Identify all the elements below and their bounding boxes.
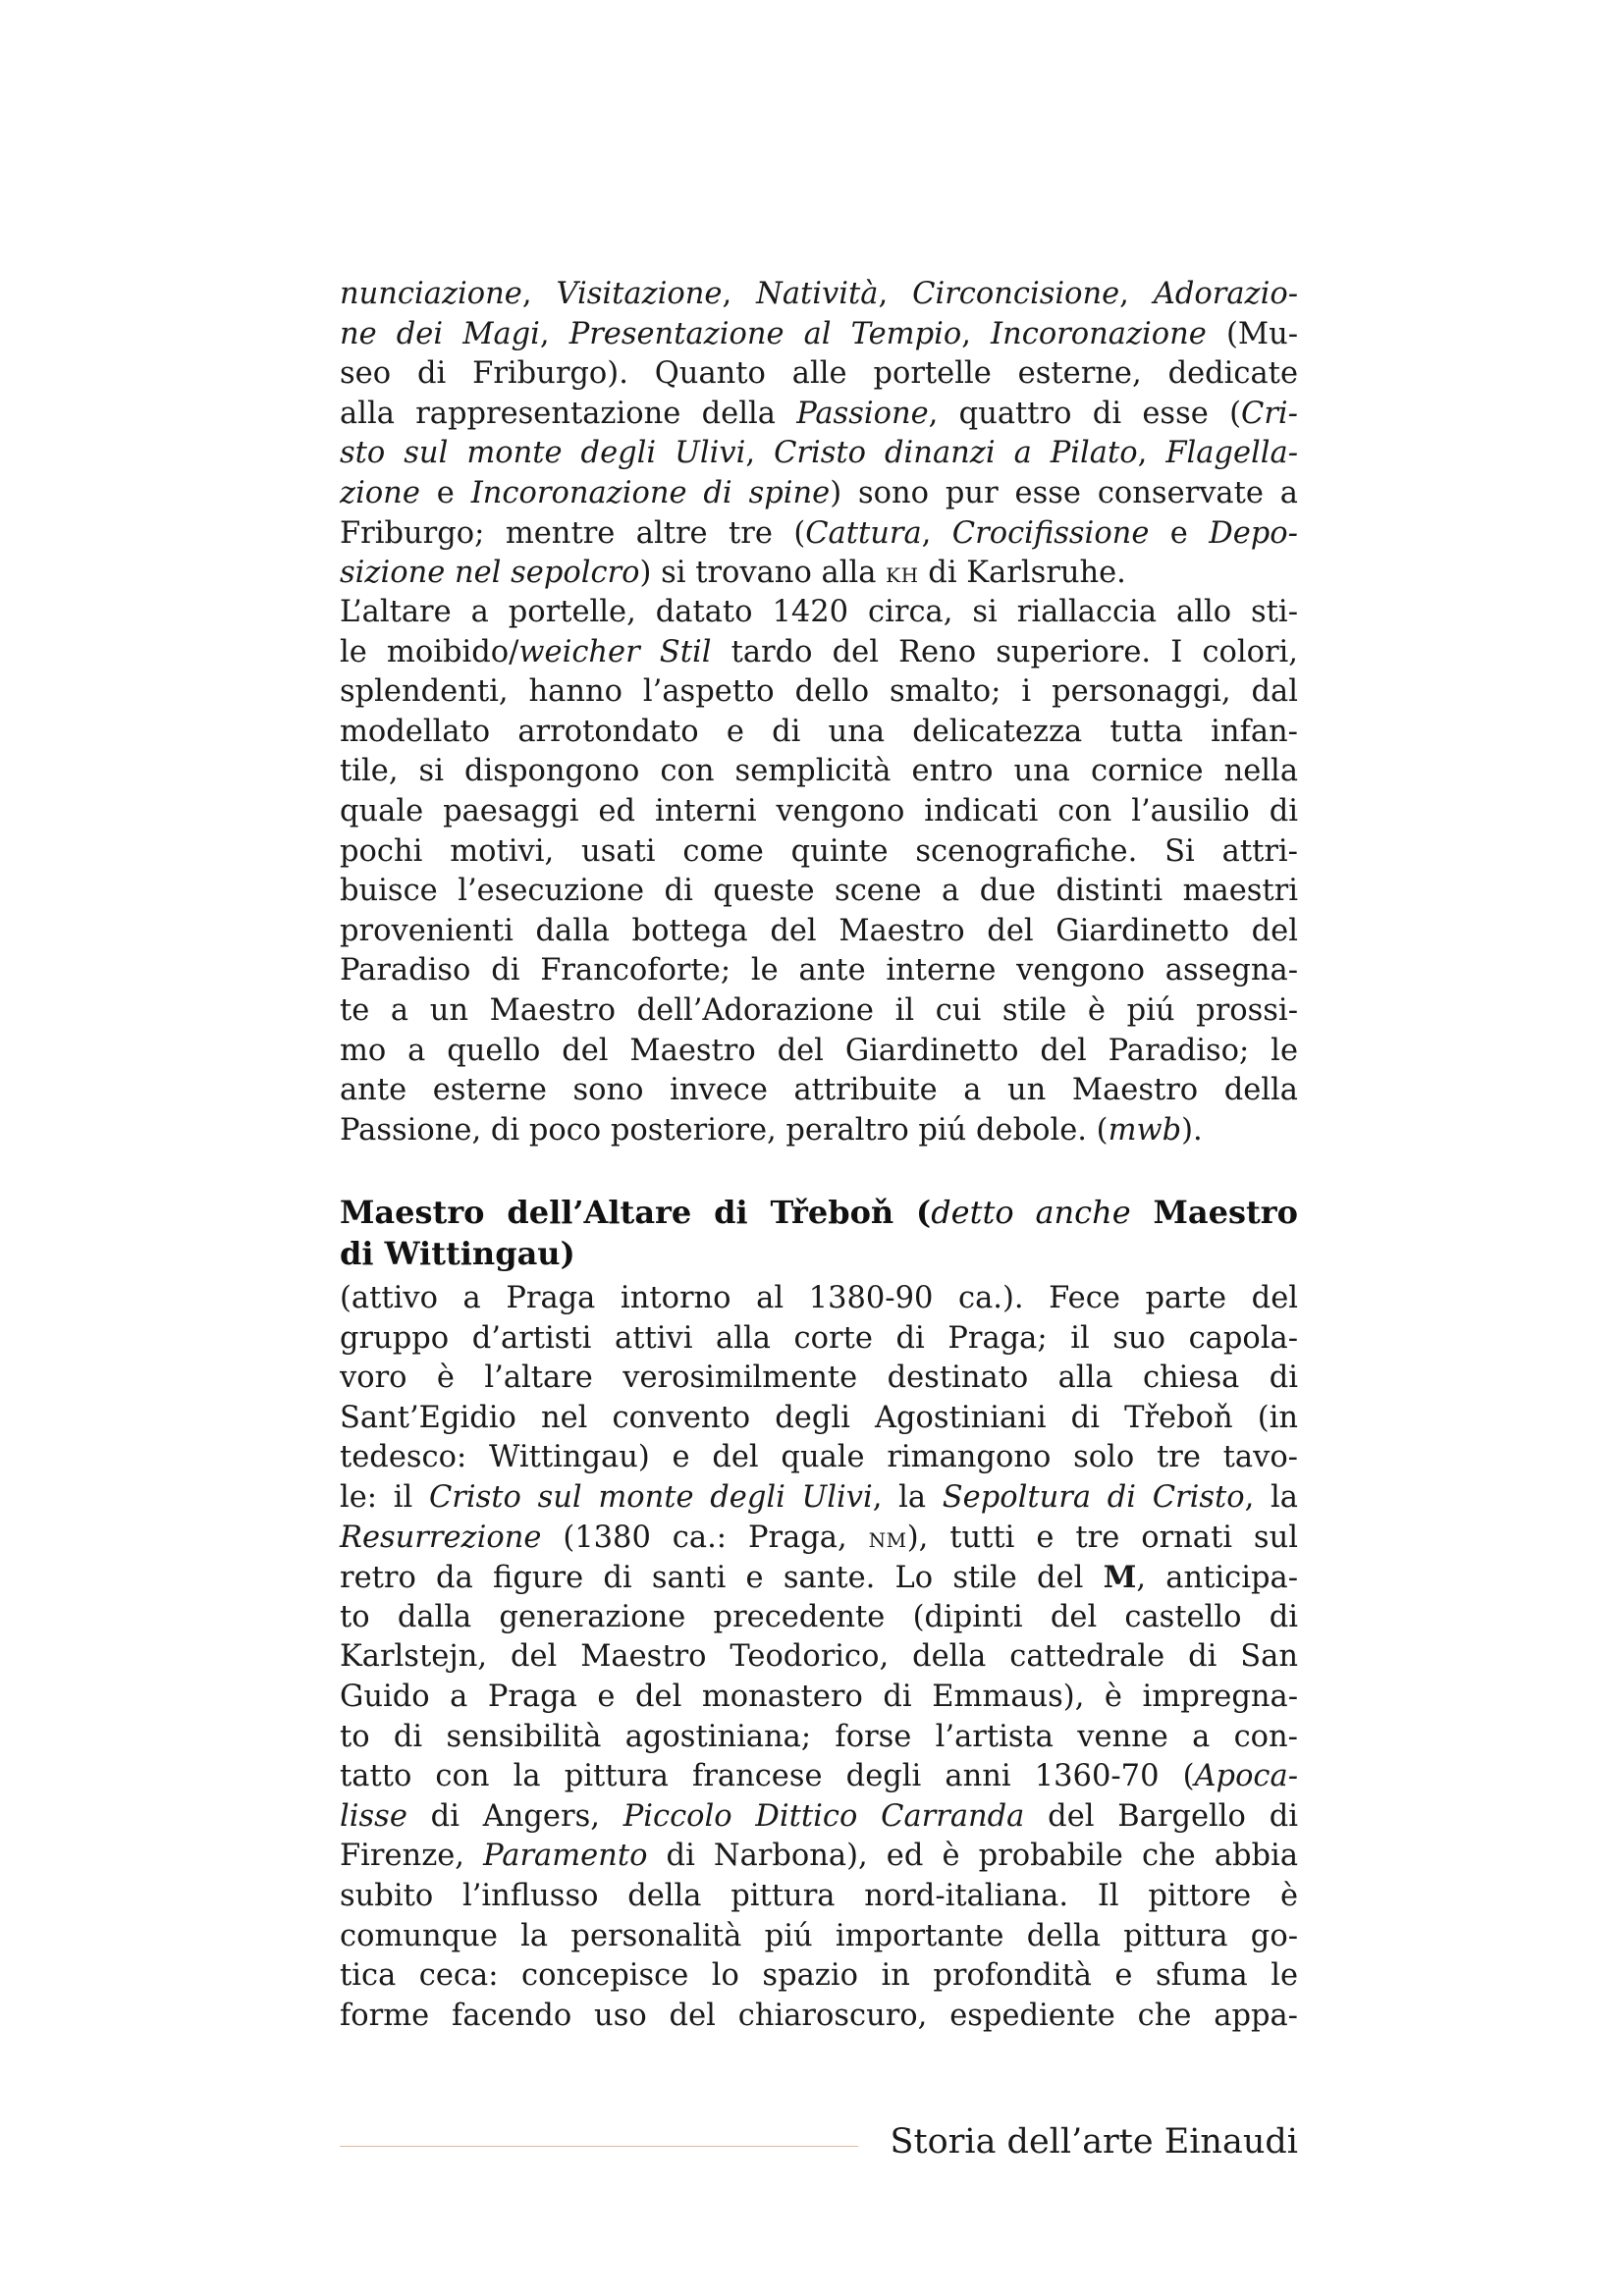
text-line: buisce l’esecuzione di queste scene a due distinti maestri [340, 874, 1298, 909]
text-line: le moibido/weicher Stil tardo del Reno superiore. I colori, [340, 634, 1299, 669]
text-line: comunque la personalità piú importante della pittura go- [340, 1918, 1298, 1953]
text-line: tatto con la pittura francese degli anni 1360-70 (Apoca- [340, 1759, 1298, 1794]
museum-abbreviation: kh [886, 557, 919, 590]
text-line: seo di Friburgo). Quanto alle portelle esterne, dedicate [340, 356, 1298, 392]
museum-abbreviation: nm [868, 1521, 907, 1554]
text-line: Paradiso di Francoforte; le ante interne vengono assegna- [340, 953, 1298, 988]
footer-rule [340, 2146, 858, 2147]
text-line: (attivo a Praga intorno al 1380-90 ca.). Fece parte del [340, 1281, 1298, 1315]
text-line: Friburgo; mentre altre tre (Cattura, Crocifissione e Depo- [340, 515, 1298, 551]
entry-heading [340, 1192, 1298, 1274]
paragraph-altarpiece [340, 593, 1298, 1150]
text-line: sizione nel sepolcro) si trovano alla kh di Karlsruhe. [340, 556, 1126, 591]
text-line: ne dei Magi, Presentazione al Tempio, Incoronazione (Mu- [340, 316, 1299, 351]
text-line: subito l’influsso della pittura nord-italiana. Il pittore è [340, 1878, 1298, 1913]
heading-line: di Wittingau) [340, 1235, 575, 1272]
text-line: sto sul monte degli Ulivi, Cristo dinanzi a Pilato, Flagella- [340, 436, 1299, 471]
text-line: te a un Maestro dell’Adorazione il cui stile è piú prossi- [340, 992, 1298, 1028]
heading-line: Maestro dell’Altare di Třeboň (detto anche Maestro [340, 1194, 1299, 1231]
text-line: Guido a Praga e del monastero di Emmaus), è impregna- [340, 1679, 1298, 1714]
text-line: Passione, di poco posteriore, peraltro piú debole. (mwb). [340, 1112, 1203, 1148]
text-line: zione e Incoronazione di spine) sono pur esse conservate a [340, 475, 1298, 510]
text-line: Firenze, Paramento di Narbona), ed è probabile che abbia [340, 1839, 1299, 1874]
text-line: le: il Cristo sul monte degli Ulivi, la Sepoltura di Cristo, la [340, 1479, 1298, 1515]
text-line: tica ceca: concepisce lo spazio in profondità e sfuma le [340, 1958, 1298, 1994]
text-line: L’altare a portelle, datato 1420 circa, si riallaccia allo sti- [340, 595, 1298, 629]
text-line: tile, si dispongono con semplicità entro una cornice nella [340, 754, 1298, 789]
text-line: lisse di Angers, Piccolo Dittico Carranda del Bargello di [340, 1798, 1298, 1834]
text-line: nunciazione, Visitazione, Natività, Circoncisione, Adorazio- [340, 277, 1298, 311]
text-line: alla rappresentazione della Passione, quattro di esse (Cri- [340, 396, 1298, 431]
text-line: modellato arrotondato e di una delicatezza tutta infan- [340, 714, 1298, 749]
text-line: mo a quello del Maestro del Giardinetto del Paradiso; le [340, 1033, 1298, 1068]
text-line: Resurrezione (1380 ca.: Praga, nm), tutti e tre ornati sul [340, 1520, 1298, 1555]
text-line: splendenti, hanno l’aspetto dello smalto; i personaggi, dal [340, 674, 1298, 710]
text-line: provenienti dalla bottega del Maestro del Giardinetto del [340, 913, 1298, 948]
text-line: pochi motivi, usati come quinte scenografiche. Si attri- [340, 833, 1298, 869]
author-initials: mwb [1108, 1112, 1182, 1148]
text-line: retro da figure di santi e sante. Lo stile del M, anticipa- [340, 1560, 1298, 1596]
text-line: to dalla generazione precedente (dipinti del castello di [340, 1599, 1298, 1634]
text-line: quale paesaggi ed interni vengono indicati con l’ausilio di [340, 793, 1298, 828]
text-line: ante esterne sono invece attribuite a un Maestro della [340, 1073, 1298, 1108]
text-line: to di sensibilità agostiniana; forse l’artista venne a con- [340, 1719, 1298, 1754]
text-line: forme facendo uso del chiaroscuro, espediente che appa- [340, 1998, 1298, 2033]
footer-title: Storia dell’arte Einaudi [890, 2122, 1298, 2162]
text-line: tedesco: Wittingau) e del quale rimangono solo tre tavo- [340, 1440, 1298, 1475]
text-line: Karlstejn, del Maestro Teodorico, della cattedrale di San [340, 1639, 1298, 1675]
paragraph-continuation [340, 275, 1298, 594]
text-line: gruppo d’artisti attivi alla corte di Praga; il suo capola- [340, 1320, 1298, 1356]
text-line: Sant’Egidio nel convento degli Agostiniani di Třeboň (in [340, 1400, 1298, 1435]
paragraph-entry-body [340, 1279, 1298, 2036]
text-line: voro è l’altare verosimilmente destinato alla chiesa di [340, 1361, 1298, 1396]
